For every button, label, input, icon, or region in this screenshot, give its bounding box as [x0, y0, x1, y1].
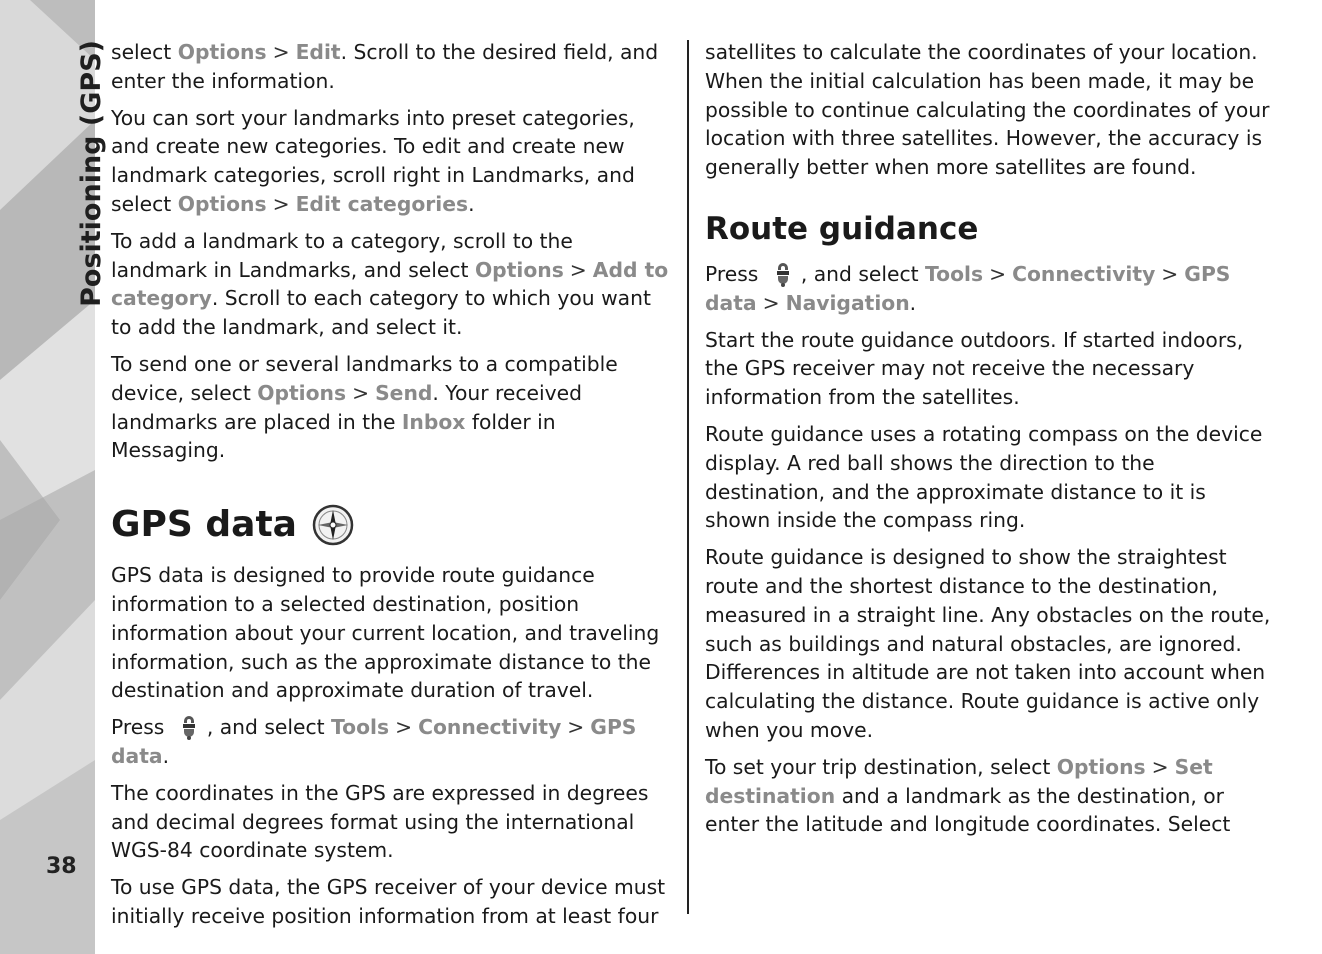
- menu-option: Connectivity: [418, 715, 562, 740]
- menu-option: Options: [177, 40, 267, 64]
- menu-separator: >: [567, 715, 585, 740]
- page-number: 38: [46, 854, 77, 879]
- text: .: [909, 290, 917, 315]
- menu-separator: >: [352, 380, 370, 405]
- menu-option: GPS data: [705, 261, 1231, 315]
- paragraph: [111, 350, 675, 465]
- text: To send one or several landmarks to a compatible device, select: [111, 351, 618, 405]
- text: and a landmark as the destination, or enter the latitude and longitude coordinates. Select: [705, 783, 1231, 837]
- paragraph: To use GPS data, the GPS receiver of your device must initially receive position information from at least four: [111, 875, 666, 928]
- menu-separator: >: [989, 261, 1007, 286]
- text: folder in Messaging.: [111, 409, 556, 463]
- section-heading: Route guidance: [705, 210, 979, 247]
- menu-separator: >: [1161, 261, 1179, 286]
- menu-option: Options: [474, 257, 564, 282]
- paragraph: The coordinates in the GPS are expressed in degrees and decimal degrees format using the international WGS-84 coordinate system.: [111, 780, 649, 863]
- menu-option: Connectivity: [1012, 261, 1156, 286]
- paragraph: [111, 227, 675, 342]
- text: Press: [111, 715, 165, 740]
- right-column: [705, 38, 1275, 847]
- paragraph: [111, 38, 675, 96]
- heading-text: GPS data: [111, 504, 297, 546]
- menu-option: Options: [177, 191, 267, 216]
- paragraph: [111, 713, 675, 771]
- menu-separator: >: [762, 290, 780, 315]
- menu-option: Add to category: [111, 257, 669, 311]
- paragraph: Route guidance uses a rotating compass on the device display. A red ball shows the direction to the destination, and the approximate distance to it is shown inside the compass ring.: [705, 421, 1263, 533]
- column-divider: [687, 40, 689, 914]
- gps-compass-icon: [311, 503, 355, 547]
- menu-key-icon: [769, 260, 797, 288]
- text: To add a landmark to a category, scroll to the landmark in Landmarks, and select: [111, 228, 573, 282]
- text: You can sort your landmarks into preset categories, and create new categories. To edit and create new landmark categories, scroll right in Landmarks, and select: [111, 105, 635, 216]
- text: . Scroll to the desired field, and enter the information.: [111, 40, 659, 93]
- paragraph: [111, 104, 675, 219]
- section-title: Positioning (GPS): [76, 40, 107, 307]
- sidebar-band: [0, 0, 107, 954]
- paragraph: [705, 260, 1275, 318]
- text: Press: [705, 261, 759, 286]
- menu-option: Inbox: [401, 409, 466, 434]
- menu-option: Options: [257, 380, 347, 405]
- menu-separator: >: [272, 40, 290, 64]
- text: . Scroll to each category to which you want to add the landmark, and select it.: [111, 286, 651, 340]
- text: . Your received landmarks are placed in the: [111, 380, 583, 434]
- menu-option: Tools: [925, 261, 984, 286]
- menu-option: Edit categories: [295, 191, 469, 216]
- menu-separator: >: [1151, 754, 1169, 779]
- paragraph: Route guidance is designed to show the straightest route and the shortest distance to the destination, measured in a straight line. Any obstacles on the route, such as buildings and natural obstacles, are ignored. Differences in altitude are not taken into account when calculating the distance. Route guidance is active only when you move.: [705, 545, 1271, 742]
- menu-option: Edit: [295, 40, 341, 64]
- menu-option: Tools: [331, 715, 390, 740]
- menu-option: Options: [1056, 754, 1146, 779]
- menu-option: GPS data: [111, 715, 637, 768]
- section-heading: [111, 503, 675, 547]
- menu-option: Set destination: [705, 754, 1213, 808]
- menu-separator: >: [569, 257, 587, 282]
- paragraph: satellites to calculate the coordinates of your location. When the initial calculation has been made, it may be possible to continue calculating the coordinates of your location with three satellites. However, the accuracy is generally better when more satellites are found.: [705, 40, 1270, 180]
- menu-separator: >: [272, 191, 290, 216]
- menu-key-icon: [175, 713, 203, 741]
- paragraph: GPS data is designed to provide route guidance information to a selected destination, position information about your current location, and traveling information, such as the approximate distance to the destination and approximate duration of travel.: [111, 563, 660, 703]
- menu-option: Navigation: [785, 290, 910, 315]
- text: To set your trip destination, select: [705, 754, 1057, 779]
- text: .: [162, 743, 170, 768]
- text: , and select: [206, 715, 332, 740]
- menu-separator: >: [395, 715, 413, 740]
- paragraph: Start the route guidance outdoors. If started indoors, the GPS receiver may not receive the necessary information from the satellites.: [705, 327, 1244, 410]
- menu-option: Send: [375, 380, 433, 405]
- left-column: [111, 38, 675, 939]
- text: select: [111, 40, 178, 64]
- text: .: [468, 191, 475, 216]
- paragraph: [705, 753, 1275, 839]
- text: , and select: [800, 261, 926, 286]
